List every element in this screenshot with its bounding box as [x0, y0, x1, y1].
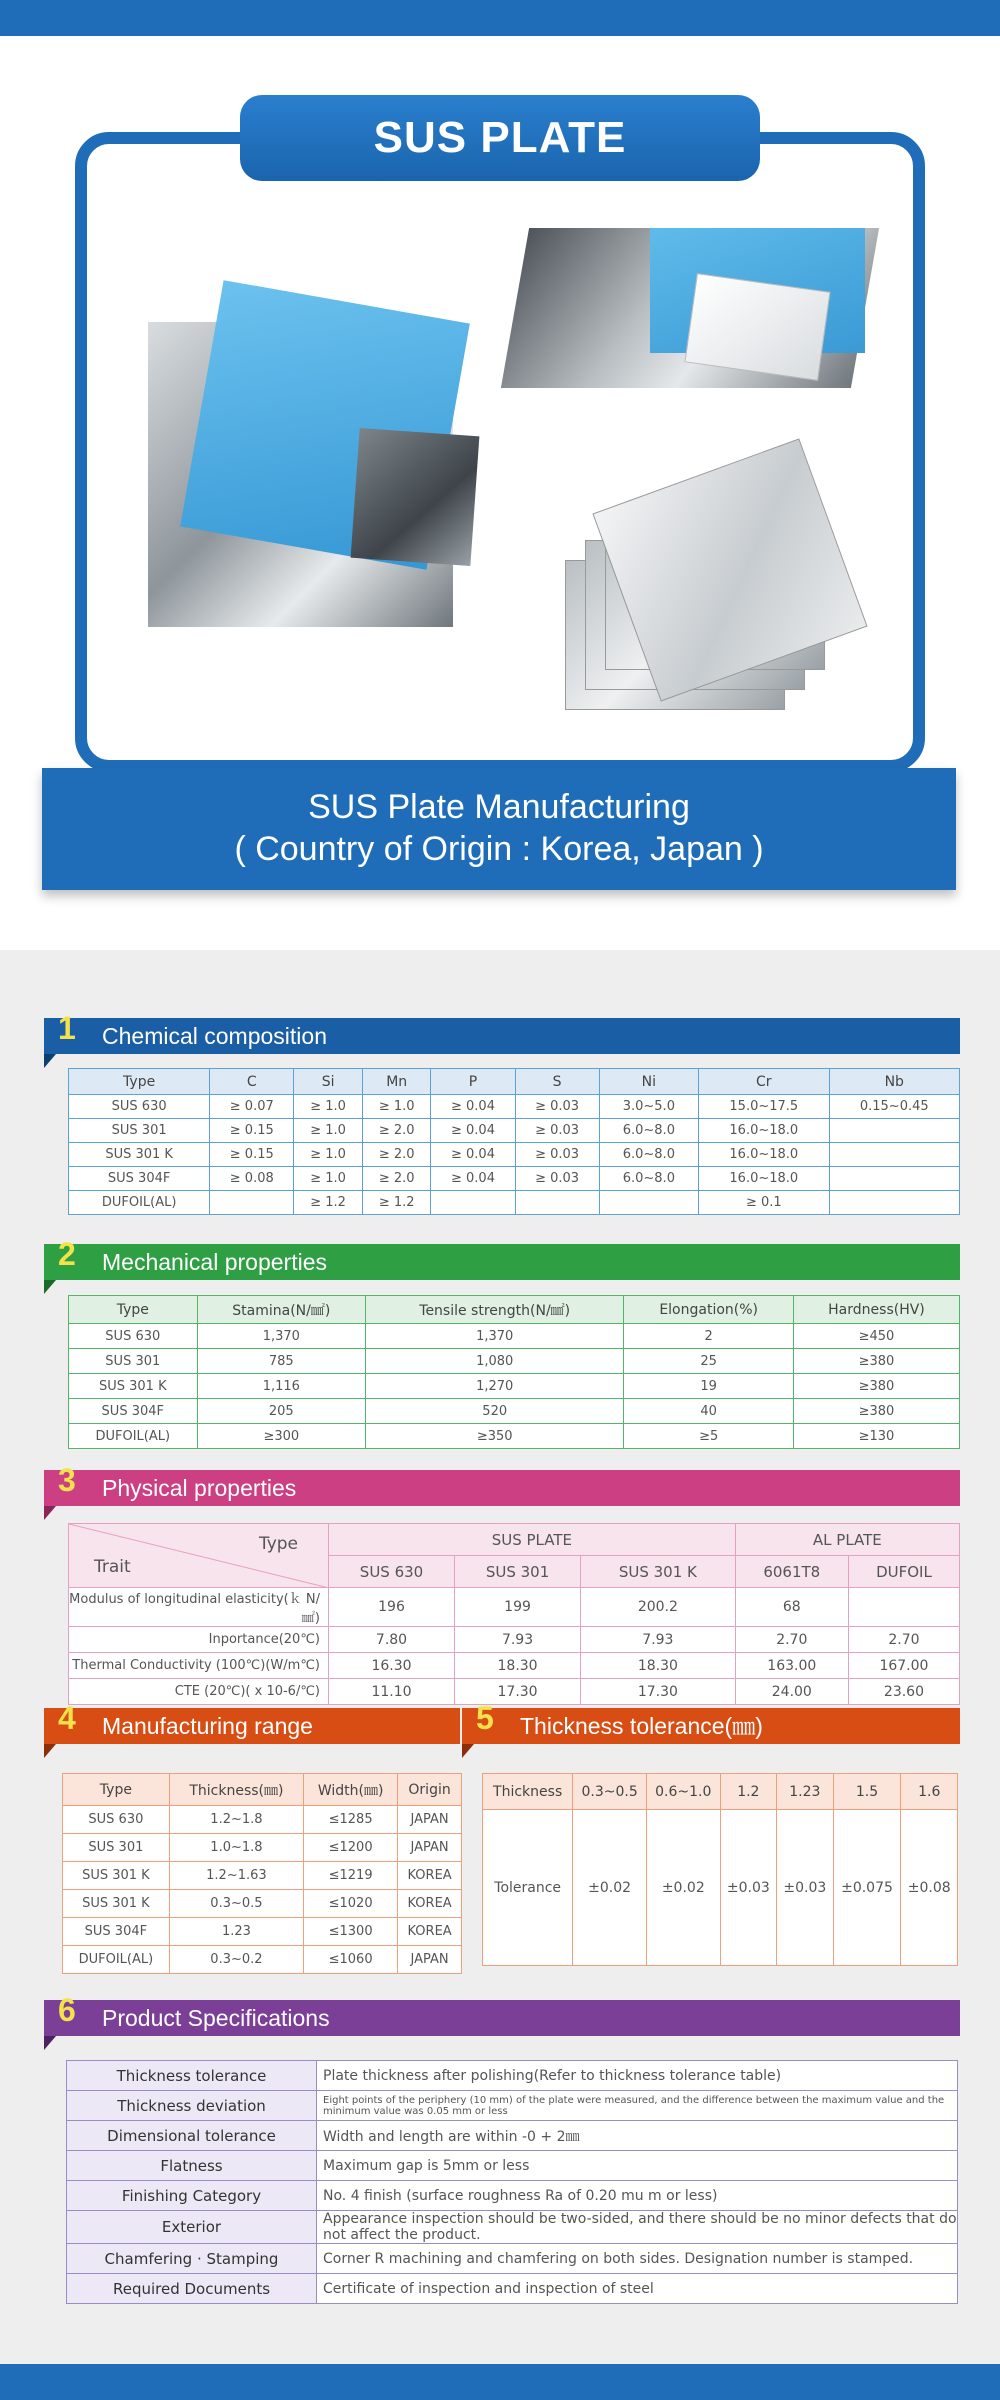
- table-cell: SUS 304F: [69, 1399, 198, 1424]
- table-cell: ≤1020: [304, 1890, 398, 1918]
- table-cell: ≥380: [793, 1349, 959, 1374]
- table-cell: 7.93: [455, 1627, 581, 1653]
- group-header-al: AL PLATE: [735, 1524, 959, 1556]
- table-cell: SUS 301 K: [69, 1143, 210, 1167]
- column-header: Si: [294, 1069, 363, 1095]
- column-header: Mn: [362, 1069, 431, 1095]
- bottom-bar: [0, 2364, 1000, 2400]
- table-cell: ≥ 0.04: [431, 1119, 515, 1143]
- column-header: Cr: [699, 1069, 829, 1095]
- table-cell: 200.2: [581, 1588, 736, 1627]
- table-cell: SUS 630: [63, 1806, 170, 1834]
- table-row: [63, 1806, 462, 1834]
- table-row: [63, 1862, 462, 1890]
- column-header: S: [515, 1069, 599, 1095]
- chemical-table: [68, 1068, 960, 1215]
- table-cell: 18.30: [581, 1653, 736, 1679]
- section-title: Thickness tolerance(㎜): [520, 1713, 763, 1739]
- table-cell: 1.23: [169, 1918, 303, 1946]
- page-title: SUS PLATE: [240, 95, 760, 181]
- type-trait-header: [69, 1524, 329, 1588]
- table-cell: ±0.03: [720, 1810, 776, 1966]
- column-header: Type: [69, 1069, 210, 1095]
- table-row: [69, 1324, 960, 1349]
- spec-value: Corner R machining and chamfering on both sides. Designation number is stamped.: [317, 2244, 958, 2274]
- table-cell: ≥ 1.0: [294, 1143, 363, 1167]
- table-cell: DUFOIL(AL): [69, 1424, 198, 1449]
- column-header: Hardness(HV): [793, 1296, 959, 1324]
- table-cell: ≤1060: [304, 1946, 398, 1974]
- spec-label: Finishing Category: [67, 2181, 317, 2211]
- spec-label: Chamfering · Stamping: [67, 2244, 317, 2274]
- table-cell: 15.0~17.5: [699, 1095, 829, 1119]
- section-header-mechanical: [44, 1236, 960, 1280]
- table-cell: 6.0~8.0: [599, 1143, 699, 1167]
- table-cell: ≥5: [624, 1424, 794, 1449]
- table-cell: 205: [197, 1399, 365, 1424]
- table-row: [69, 1191, 960, 1215]
- group-header-sus: SUS PLATE: [329, 1524, 736, 1556]
- table-cell: SUS 301 K: [69, 1374, 198, 1399]
- table-cell: SUS 301 K: [63, 1862, 170, 1890]
- table-cell: 16.0~18.0: [699, 1143, 829, 1167]
- table-cell: ≥ 0.1: [699, 1191, 829, 1215]
- table-cell: [829, 1119, 959, 1143]
- specifications-table: [66, 2060, 958, 2304]
- spec-label: Thickness tolerance: [67, 2061, 317, 2091]
- tolerance-table: [482, 1773, 958, 1966]
- section-title: Manufacturing range: [102, 1713, 313, 1739]
- table-cell: SUS 630: [69, 1324, 198, 1349]
- small-steel-plate-image: [351, 428, 480, 566]
- table-cell: 1,116: [197, 1374, 365, 1399]
- table-row: [63, 1834, 462, 1862]
- table-cell: [848, 1588, 959, 1627]
- table-row: [69, 1399, 960, 1424]
- table-cell: 11.10: [329, 1679, 455, 1705]
- spec-row: [67, 2061, 958, 2091]
- section-number: 4: [58, 1700, 76, 1736]
- table-cell: SUS 301: [63, 1834, 170, 1862]
- table-cell: ≥ 1.2: [294, 1191, 363, 1215]
- section-number: 6: [58, 1992, 76, 2028]
- physical-table: [68, 1523, 960, 1705]
- table-cell: 23.60: [848, 1679, 959, 1705]
- table-row: [69, 1095, 960, 1119]
- table-cell: 1,270: [366, 1374, 624, 1399]
- column-header: Origin: [398, 1774, 462, 1806]
- section-title: Chemical composition: [102, 1023, 327, 1049]
- table-cell: 1.2~1.63: [169, 1862, 303, 1890]
- table-row: [63, 1946, 462, 1974]
- table-cell: ≥ 1.2: [362, 1191, 431, 1215]
- table-cell: [515, 1191, 599, 1215]
- spec-value: Maximum gap is 5mm or less: [317, 2151, 958, 2181]
- table-cell: 25: [624, 1349, 794, 1374]
- caption-line-1: SUS Plate Manufacturing: [308, 788, 690, 826]
- table-row: [69, 1349, 960, 1374]
- table-cell: 167.00: [848, 1653, 959, 1679]
- table-cell: ≥ 1.0: [294, 1167, 363, 1191]
- table-cell: [210, 1191, 294, 1215]
- table-cell: 1.2~1.8: [169, 1806, 303, 1834]
- table-cell: ≤1285: [304, 1806, 398, 1834]
- section-header-tolerance: [462, 1700, 960, 1744]
- table-cell: 6.0~8.0: [599, 1167, 699, 1191]
- table-cell: 199: [455, 1588, 581, 1627]
- section-number: 2: [58, 1236, 76, 1272]
- table-cell: ≥300: [197, 1424, 365, 1449]
- table-cell: ≥ 1.0: [294, 1119, 363, 1143]
- table-row: [63, 1918, 462, 1946]
- table-cell: 0.15~0.45: [829, 1095, 959, 1119]
- table-cell: DUFOIL(AL): [69, 1191, 210, 1215]
- table-cell: ±0.02: [573, 1810, 647, 1966]
- table-cell: KOREA: [398, 1890, 462, 1918]
- table-cell: 0.3~0.5: [169, 1890, 303, 1918]
- table-cell: SUS 304F: [69, 1167, 210, 1191]
- table-cell: 0.3~0.2: [169, 1946, 303, 1974]
- type-label: Type: [258, 1534, 298, 1554]
- table-cell: 1,370: [366, 1324, 624, 1349]
- table-row: [69, 1374, 960, 1399]
- table-cell: 16.0~18.0: [699, 1167, 829, 1191]
- table-cell: ±0.02: [646, 1810, 720, 1966]
- table-cell: 16.30: [329, 1653, 455, 1679]
- table-cell: Inportance(20℃): [69, 1627, 329, 1653]
- column-header: Type: [69, 1296, 198, 1324]
- table-cell: SUS 301: [69, 1119, 210, 1143]
- table-cell: ≥ 0.04: [431, 1095, 515, 1119]
- table-cell: [829, 1167, 959, 1191]
- section-title: Mechanical properties: [102, 1249, 328, 1275]
- table-row: [69, 1119, 960, 1143]
- table-cell: ≥ 0.03: [515, 1119, 599, 1143]
- table-cell: ≥350: [366, 1424, 624, 1449]
- section-header-physical: [44, 1462, 960, 1506]
- trait-label: Trait: [94, 1557, 131, 1577]
- table-cell: 3.0~5.0: [599, 1095, 699, 1119]
- table-cell: 16.0~18.0: [699, 1119, 829, 1143]
- column-header: SUS 301: [455, 1556, 581, 1588]
- table-cell: 196: [329, 1588, 455, 1627]
- table-cell: 1,370: [197, 1324, 365, 1349]
- section-number: 5: [476, 1700, 494, 1736]
- section-number: 1: [58, 1010, 76, 1046]
- section-header-specifications: [44, 1992, 960, 2036]
- table-cell: 6.0~8.0: [599, 1119, 699, 1143]
- column-header: 1.5: [833, 1774, 901, 1810]
- column-header: Elongation(%): [624, 1296, 794, 1324]
- table-cell: [431, 1191, 515, 1215]
- table-cell: Tolerance: [483, 1810, 573, 1966]
- table-cell: ≥ 0.03: [515, 1095, 599, 1119]
- column-header: 1.23: [777, 1774, 833, 1810]
- caption-box: [42, 768, 956, 890]
- table-cell: SUS 630: [69, 1095, 210, 1119]
- column-header: 0.3~0.5: [573, 1774, 647, 1810]
- column-header: Thickness(㎜): [169, 1774, 303, 1806]
- table-cell: 68: [735, 1588, 848, 1627]
- column-header: P: [431, 1069, 515, 1095]
- table-cell: ≥ 0.03: [515, 1143, 599, 1167]
- column-header: SUS 630: [329, 1556, 455, 1588]
- table-cell: 2.70: [848, 1627, 959, 1653]
- table-cell: ±0.075: [833, 1810, 901, 1966]
- table-cell: 1,080: [366, 1349, 624, 1374]
- section-title: Product Specifications: [102, 2005, 330, 2031]
- table-cell: [599, 1191, 699, 1215]
- top-bar: [0, 0, 1000, 36]
- spec-row: [67, 2121, 958, 2151]
- spec-value: Eight points of the periphery (10 mm) of the plate were measured, and the difference between the maximum value and the minimum value was 0.05 mm or less: [317, 2091, 958, 2121]
- table-row: [483, 1810, 958, 1966]
- spec-label: Required Documents: [67, 2274, 317, 2304]
- spec-row: [67, 2244, 958, 2274]
- table-cell: [829, 1191, 959, 1215]
- table-cell: 785: [197, 1349, 365, 1374]
- table-cell: JAPAN: [398, 1834, 462, 1862]
- spec-label: Flatness: [67, 2151, 317, 2181]
- table-row: [69, 1424, 960, 1449]
- table-cell: ≥ 0.03: [515, 1167, 599, 1191]
- spec-row: [67, 2211, 958, 2244]
- column-header: SUS 301 K: [581, 1556, 736, 1588]
- column-header: Tensile strength(N/㎟): [366, 1296, 624, 1324]
- table-cell: ≥ 0.08: [210, 1167, 294, 1191]
- mechanical-table: [68, 1295, 960, 1449]
- table-cell: 163.00: [735, 1653, 848, 1679]
- table-cell: 24.00: [735, 1679, 848, 1705]
- table-cell: DUFOIL(AL): [63, 1946, 170, 1974]
- spec-row: [67, 2181, 958, 2211]
- table-cell: CTE (20℃)( x 10-6/℃): [69, 1679, 329, 1705]
- table-cell: 17.30: [581, 1679, 736, 1705]
- table-cell: 7.80: [329, 1627, 455, 1653]
- column-header: Stamina(N/㎟): [197, 1296, 365, 1324]
- table-cell: ≥380: [793, 1399, 959, 1424]
- table-cell: KOREA: [398, 1862, 462, 1890]
- table-cell: 2: [624, 1324, 794, 1349]
- section-title: Physical properties: [102, 1475, 297, 1501]
- table-cell: KOREA: [398, 1918, 462, 1946]
- spec-row: [67, 2274, 958, 2304]
- column-header: 6061T8: [735, 1556, 848, 1588]
- table-cell: 7.93: [581, 1627, 736, 1653]
- table-cell: 1.0~1.8: [169, 1834, 303, 1862]
- table-cell: ≥380: [793, 1374, 959, 1399]
- table-cell: ≥ 2.0: [362, 1143, 431, 1167]
- table-cell: ≥ 0.04: [431, 1143, 515, 1167]
- manufacturing-table: [62, 1773, 462, 1974]
- table-cell: 18.30: [455, 1653, 581, 1679]
- spec-value: Certificate of inspection and inspection of steel: [317, 2274, 958, 2304]
- table-cell: Thermal Conductivity (100℃)(W/m℃): [69, 1653, 329, 1679]
- spec-label: Dimensional tolerance: [67, 2121, 317, 2151]
- table-cell: ≥ 0.15: [210, 1119, 294, 1143]
- table-cell: ≤1219: [304, 1862, 398, 1890]
- table-row: [63, 1890, 462, 1918]
- table-cell: ±0.08: [901, 1810, 958, 1966]
- table-row: [69, 1653, 960, 1679]
- column-header: 1.2: [720, 1774, 776, 1810]
- column-header: Nb: [829, 1069, 959, 1095]
- table-cell: ≥ 0.15: [210, 1143, 294, 1167]
- table-cell: 2.70: [735, 1627, 848, 1653]
- table-cell: [829, 1143, 959, 1167]
- table-cell: ≥ 0.07: [210, 1095, 294, 1119]
- column-header: Type: [63, 1774, 170, 1806]
- table-cell: ≥ 1.0: [294, 1095, 363, 1119]
- section-number: 3: [58, 1462, 76, 1498]
- table-cell: ≥130: [793, 1424, 959, 1449]
- table-cell: 520: [366, 1399, 624, 1424]
- spec-row: [67, 2091, 958, 2121]
- table-cell: 17.30: [455, 1679, 581, 1705]
- column-header: C: [210, 1069, 294, 1095]
- section-header-manufacturing: [44, 1700, 460, 1744]
- table-row: [69, 1588, 960, 1627]
- table-row: [69, 1143, 960, 1167]
- table-cell: ≥ 0.04: [431, 1167, 515, 1191]
- column-header: 0.6~1.0: [646, 1774, 720, 1810]
- column-header: Width(㎜): [304, 1774, 398, 1806]
- spec-label: Exterior: [67, 2211, 317, 2244]
- table-cell: SUS 301 K: [63, 1890, 170, 1918]
- table-cell: ≥ 2.0: [362, 1119, 431, 1143]
- table-cell: JAPAN: [398, 1806, 462, 1834]
- table-cell: ≤1300: [304, 1918, 398, 1946]
- spec-row: [67, 2151, 958, 2181]
- table-row: [69, 1679, 960, 1705]
- column-header: 1.6: [901, 1774, 958, 1810]
- table-cell: ≤1200: [304, 1834, 398, 1862]
- column-header: Ni: [599, 1069, 699, 1095]
- table-row: [69, 1167, 960, 1191]
- spec-value: Width and length are within -0 + 2㎜: [317, 2121, 958, 2151]
- spec-value: Appearance inspection should be two-sided, and there should be no minor defects that do not affect the product.: [317, 2211, 958, 2244]
- table-cell: ±0.03: [777, 1810, 833, 1966]
- spec-value: No. 4 finish (surface roughness Ra of 0.20 mu m or less): [317, 2181, 958, 2211]
- table-cell: ≥450: [793, 1324, 959, 1349]
- caption-line-2: ( Country of Origin : Korea, Japan ): [234, 830, 764, 868]
- white-plate-image: [684, 273, 830, 381]
- table-row: [69, 1627, 960, 1653]
- table-cell: SUS 304F: [63, 1918, 170, 1946]
- table-cell: 40: [624, 1399, 794, 1424]
- spec-value: Plate thickness after polishing(Refer to thickness tolerance table): [317, 2061, 958, 2091]
- section-header-chemical: [44, 1010, 960, 1054]
- table-cell: JAPAN: [398, 1946, 462, 1974]
- table-cell: Modulus of longitudinal elasticity(ｋ N/㎟): [69, 1588, 329, 1627]
- table-cell: SUS 301: [69, 1349, 198, 1374]
- column-header: Thickness: [483, 1774, 573, 1810]
- table-cell: ≥ 1.0: [362, 1095, 431, 1119]
- column-header: DUFOIL: [848, 1556, 959, 1588]
- table-cell: ≥ 2.0: [362, 1167, 431, 1191]
- table-cell: 19: [624, 1374, 794, 1399]
- spec-label: Thickness deviation: [67, 2091, 317, 2121]
